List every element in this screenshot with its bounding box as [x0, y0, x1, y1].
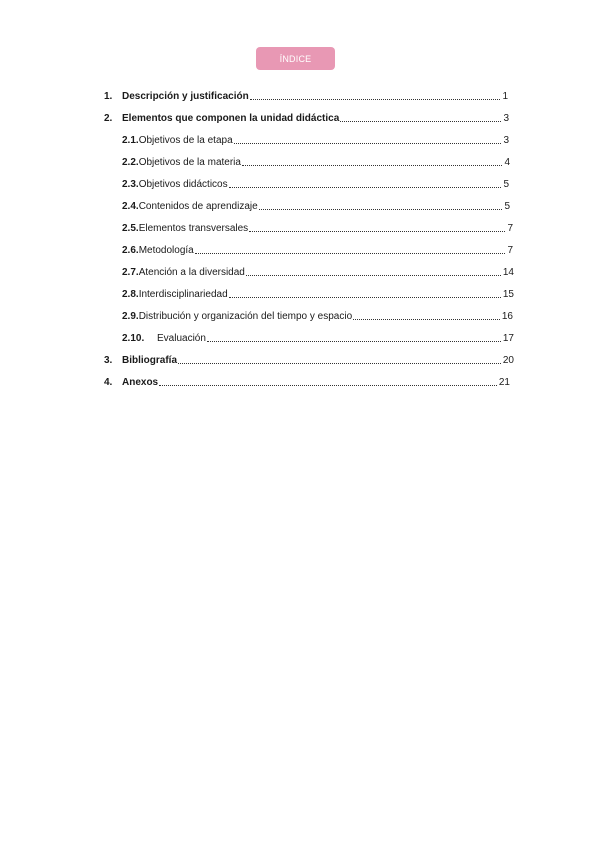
toc-entry-number: 4. — [104, 377, 113, 388]
toc-entry-page: 7 — [507, 223, 513, 234]
toc-entry[interactable] — [104, 89, 508, 103]
toc-entry[interactable] — [122, 309, 513, 323]
toc-entry-number: 3. — [104, 355, 113, 366]
toc-entry-number: 2.10. — [122, 333, 145, 344]
toc-leader — [250, 99, 501, 100]
toc-entry-title: Elementos transversales — [138, 223, 249, 234]
toc-entry-page: 5 — [504, 201, 510, 212]
toc-entry-title: Anexos — [122, 377, 159, 388]
toc-entry-page: 17 — [502, 333, 514, 344]
toc-entry-title: Distribución y organización del tiempo y espacio — [138, 311, 353, 322]
toc-entry-number: 2. — [104, 113, 113, 124]
toc-entry-title: Elementos que componen la unidad didáctica — [122, 113, 340, 124]
toc-entry-page: 7 — [507, 245, 513, 256]
toc-leader — [246, 275, 501, 276]
toc-entry-number: 2.8. — [122, 289, 139, 300]
toc-entry-title: Metodología — [138, 245, 194, 256]
toc-entry[interactable] — [122, 221, 513, 235]
toc-entry[interactable] — [122, 199, 510, 213]
toc-entry-number: 2.3. — [122, 179, 139, 190]
toc-entry-number: 2.1. — [122, 135, 139, 146]
toc-entry-title: Evaluación — [157, 333, 206, 344]
toc-entry[interactable] — [122, 133, 509, 147]
toc-entry[interactable] — [122, 155, 510, 169]
toc-entry[interactable] — [104, 111, 509, 125]
toc-entry-title: Contenidos de aprendizaje — [138, 201, 258, 212]
toc-entry-number: 2.4. — [122, 201, 139, 212]
toc-entry-title: Objetivos de la etapa — [138, 135, 233, 146]
toc-entry[interactable] — [122, 265, 514, 279]
toc-leader — [178, 363, 501, 364]
toc-entry-page: 1 — [502, 91, 508, 102]
toc-entry[interactable] — [104, 353, 514, 367]
toc-entry-page: 20 — [502, 355, 514, 366]
toc-entry-page: 4 — [504, 157, 510, 168]
toc-entry-page: 14 — [502, 267, 514, 278]
toc-leader — [159, 385, 497, 386]
toc-leader — [229, 297, 501, 298]
toc-entry-page: 3 — [503, 113, 509, 124]
toc-leader — [249, 231, 505, 232]
toc-entry-page: 3 — [503, 135, 509, 146]
toc-entry-page: 16 — [501, 311, 513, 322]
toc-entry-page: 21 — [498, 377, 510, 388]
toc-entry-number: 2.9. — [122, 311, 139, 322]
toc-leader — [195, 253, 506, 254]
toc-entry-title: Objetivos didácticos — [138, 179, 228, 190]
toc-entry[interactable] — [122, 177, 509, 191]
toc-entry[interactable] — [104, 375, 510, 389]
toc-entry-number: 2.2. — [122, 157, 139, 168]
toc-entry-page: 15 — [502, 289, 514, 300]
toc-entry-title: Interdisciplinariedad — [138, 289, 228, 300]
toc-entry[interactable] — [122, 331, 514, 345]
toc-entry-title: Bibliografía — [122, 355, 178, 366]
toc-entry-number: 2.5. — [122, 223, 139, 234]
toc-entry-title: Atención a la diversidad — [138, 267, 245, 278]
toc-leader — [259, 209, 503, 210]
toc-leader — [229, 187, 502, 188]
toc-entry-number: 1. — [104, 91, 113, 102]
toc-entry-number: 2.6. — [122, 245, 139, 256]
toc-entry[interactable] — [122, 287, 514, 301]
index-title: ÍNDICE — [256, 47, 335, 70]
toc-entry-number: 2.7. — [122, 267, 139, 278]
toc-leader — [353, 319, 500, 320]
toc-entry-title: Objetivos de la materia — [138, 157, 241, 168]
toc-leader — [242, 165, 502, 166]
toc-leader — [207, 341, 501, 342]
toc-entry[interactable] — [122, 243, 513, 257]
toc-entry-title: Descripción y justificación — [122, 91, 249, 102]
toc-entry-page: 5 — [503, 179, 509, 190]
toc-leader — [234, 143, 502, 144]
toc-leader — [340, 121, 501, 122]
